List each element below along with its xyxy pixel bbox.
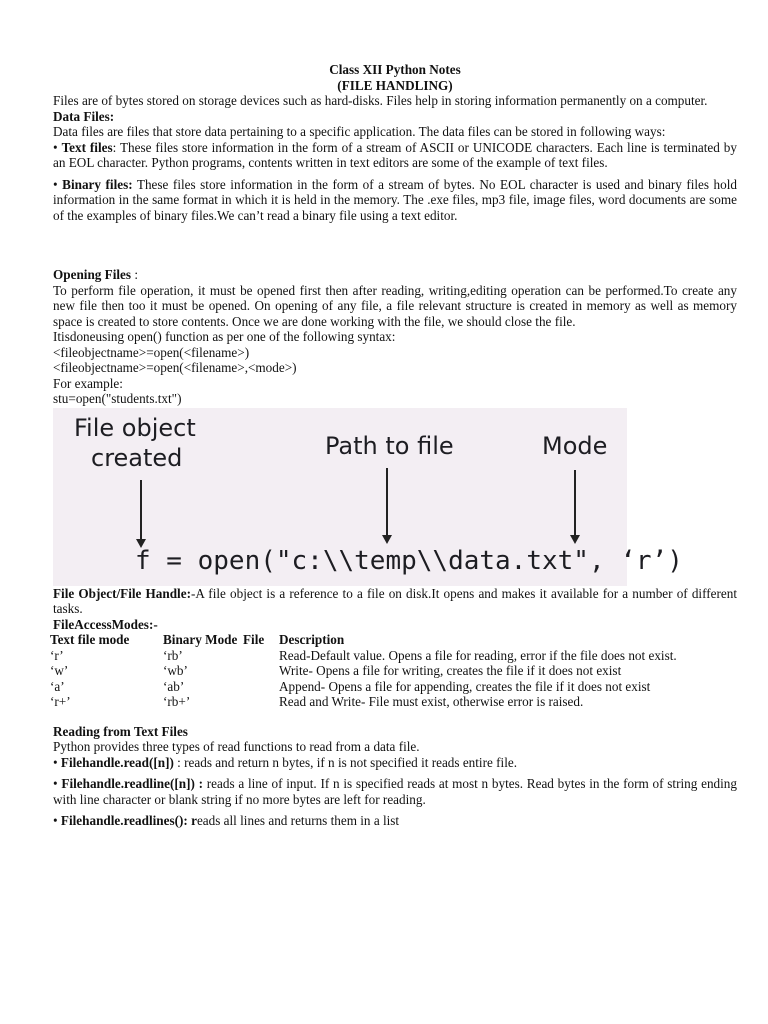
table-cell: [243, 663, 279, 679]
bullet-icon: •: [53, 754, 58, 770]
readline-item: • Filehandle.readline([n]) : reads a line of input. If n is specified reads at most n bytes. Read bytes in the form of string ending with line character or blank string if no more bytes are left for reading.: [53, 776, 737, 807]
data-files-paragraph: Data files are files that store data pertaining to a specific application. The data files can be stored in following ways:: [53, 124, 666, 139]
readlines-label: Filehandle.readlines(): r: [60, 813, 197, 828]
bullet-icon: •: [53, 139, 58, 155]
table-cell: ‘r’: [50, 647, 64, 663]
column-header: Binary Mode: [163, 632, 238, 647]
figure-label-path: Path to file: [325, 431, 454, 460]
example-code: stu=open("students.txt"): [53, 391, 182, 406]
syntax-intro: Itisdoneusing open() function as per one of the following syntax:: [53, 329, 396, 344]
intro-paragraph: Files are of bytes stored on storage devices such as hard-disks. Files help in storing information permanently on a computer.: [53, 93, 708, 108]
reading-intro: Python provides three types of read functions to read from a data file.: [53, 739, 420, 754]
table-cell: ‘ab’: [163, 678, 185, 694]
read-item: • Filehandle.read([n]) : reads and return n bytes, if n is not specified it reads entire file.: [53, 754, 518, 770]
table-row: [50, 679, 737, 695]
reading-heading: Reading from Text Files: [53, 723, 188, 739]
document-subtitle: (FILE HANDLING): [337, 77, 453, 93]
table-cell: Write- Opens a file for writing, creates the file if it does not exist: [279, 663, 622, 678]
text-files-item: [53, 140, 737, 171]
table-cell: [243, 679, 279, 695]
arrow-down-icon: [574, 470, 576, 536]
table-row: [50, 648, 737, 664]
example-label: For example:: [53, 375, 123, 391]
opening-files-heading: Opening Files: [53, 267, 132, 282]
table-header-row: [50, 632, 737, 648]
readline-label: Filehandle.readline([n]) :: [61, 776, 204, 791]
column-header: Text file mode: [50, 632, 130, 647]
table-cell: ‘rb’: [163, 647, 183, 663]
bullet-icon: •: [53, 813, 58, 828]
binary-files-text: These files store information in the form of a stream of bytes. No EOL character is used and binary files hold information in the same format in which it is held in the memory. The .exe files, mp3 file, image files, word documents are some of the examples of binary files.We can’t read a binary file using a text editor.: [53, 176, 738, 223]
table-row: [50, 694, 737, 710]
figure-label-file-object: File object: [74, 413, 196, 442]
text-files-text: : These files store information in the form of a stream of ASCII or UNICODE characters. Each line is terminated by an EOL character. Python programs, contents written in text editors are some of the example of text files.: [53, 139, 737, 170]
arrow-down-icon: [140, 480, 142, 540]
binary-files-item: [53, 177, 737, 224]
column-header: Description: [279, 632, 345, 647]
bullet-icon: •: [53, 776, 58, 791]
bullet-icon: •: [53, 176, 58, 192]
opening-files-paragraph: To perform file operation, it must be opened first then after reading, writing,editing operation can be performed.To create any new file then too it must be opened. On opening of any file, a file relevant structure is created in memory as well as memory space is created to store contents. Once we are done working with the file, we should close the file.: [53, 282, 737, 329]
table-cell: ‘rb+’: [163, 694, 191, 709]
column-header: File: [243, 632, 265, 647]
figure-label-mode: Mode: [542, 431, 608, 460]
arrow-down-icon: [386, 468, 388, 536]
table-cell: ‘wb’: [163, 663, 188, 678]
data-files-heading: Data Files:: [53, 108, 115, 124]
table-cell: [243, 648, 279, 664]
text-files-label: Text files: [61, 139, 113, 155]
binary-files-label: Binary files:: [62, 176, 133, 192]
readlines-item: • Filehandle.readlines(): reads all lines and returns them in a list: [53, 813, 400, 828]
access-modes-table: [50, 632, 737, 710]
figure-code: f = open("c:\\temp\\data.txt", ‘r’): [135, 545, 683, 576]
table-row: [50, 663, 737, 679]
table-cell: ‘r+’: [50, 694, 71, 709]
figure-label-created: created: [91, 443, 183, 472]
open-function-figure: [53, 408, 683, 586]
opening-files-heading-line: Opening Files :: [53, 267, 139, 282]
syntax-line-1: <fileobjectname>=open(<filename>): [53, 344, 250, 360]
table-cell: ‘a’: [50, 678, 65, 694]
table-cell: [243, 694, 279, 710]
table-cell: Read-Default value. Opens a file for reading, error if the file does not exist.: [279, 647, 677, 663]
access-modes-heading: FileAccessModes:-: [53, 616, 158, 632]
file-object-heading: File Object/File Handle:: [53, 585, 191, 601]
document-title: Class XII Python Notes: [329, 62, 461, 77]
syntax-line-2: <fileobjectname>=open(<filename>,<mode>): [53, 360, 297, 375]
document-page: [50, 62, 738, 829]
file-object-paragraph: File Object/File Handle:-A file object is a reference to a file on disk.It opens and makes it available for a number of different tasks.: [53, 585, 737, 616]
table-cell: Read and Write- File must exist, otherwise error is raised.: [279, 694, 584, 709]
table-cell: ‘w’: [50, 663, 69, 678]
table-cell: Append- Opens a file for appending, creates the file if it does not exist: [279, 678, 651, 694]
read-label: Filehandle.read([n]): [60, 754, 174, 770]
